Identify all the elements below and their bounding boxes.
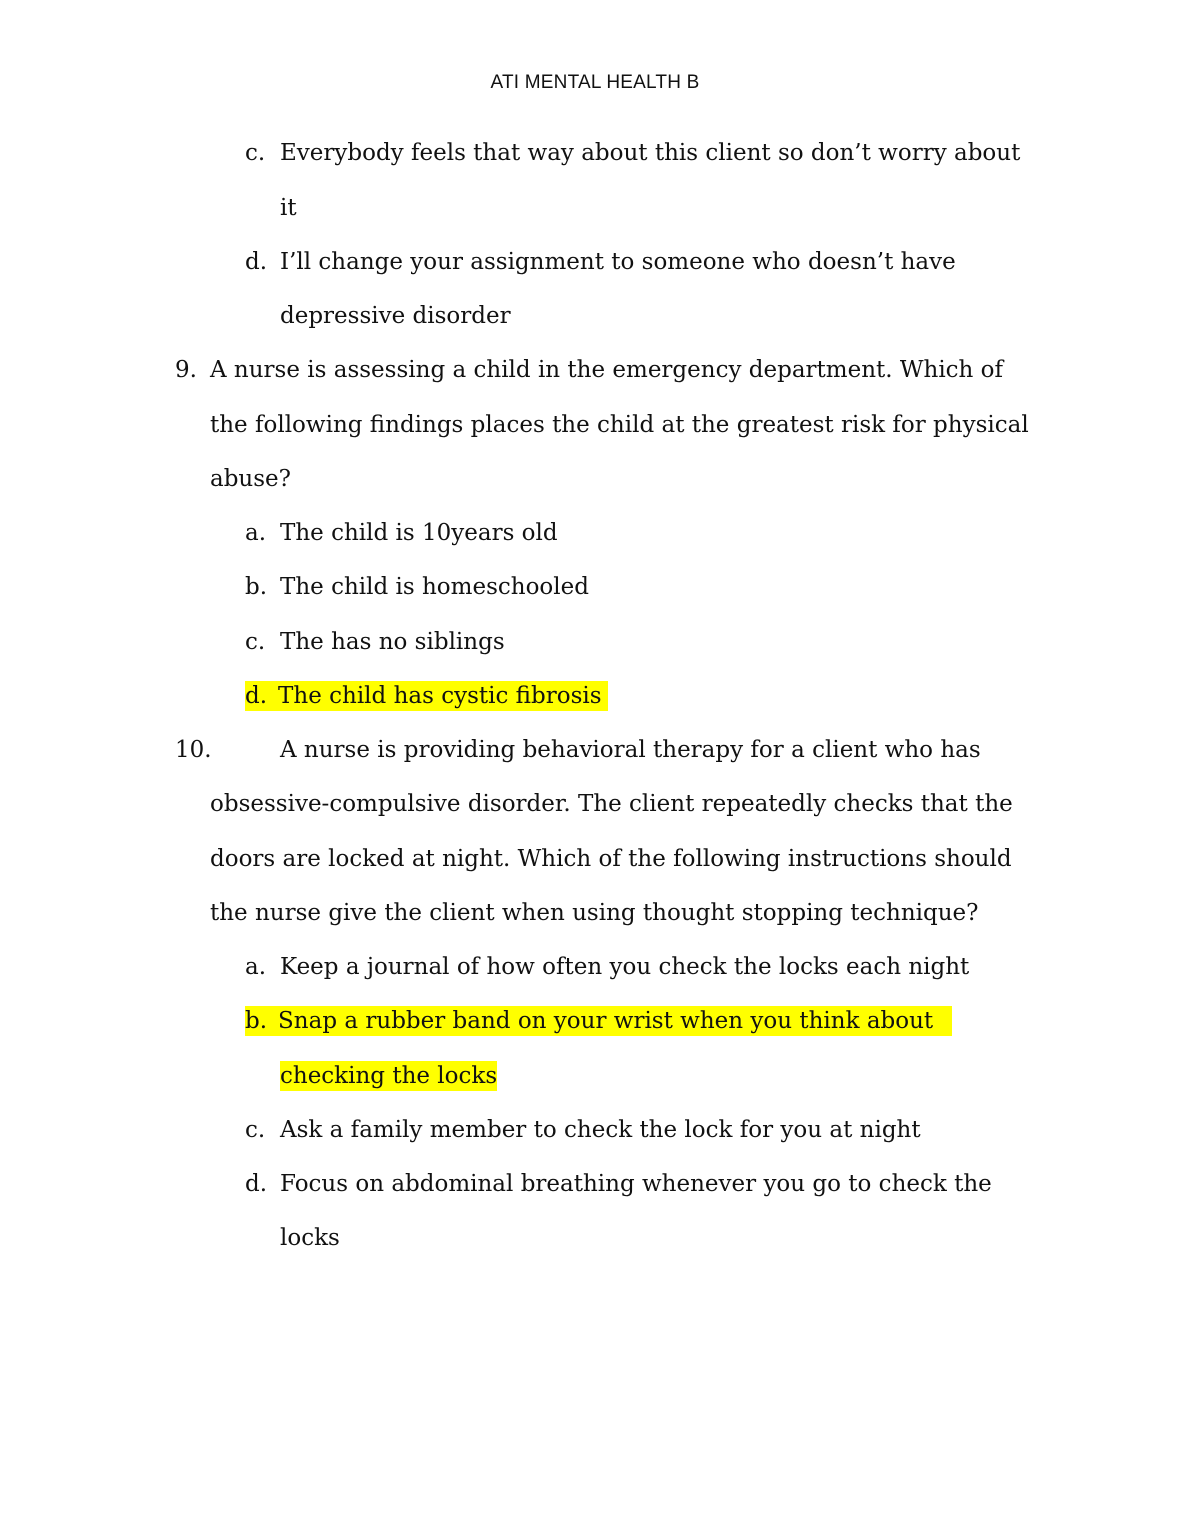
option-label: b. [245,1008,268,1034]
option-text: Focus on abdominal breathing whenever you go to check the [280,1171,992,1197]
question-stem: A nurse is providing behavioral therapy for a client who has [280,737,981,763]
answer-highlight [245,681,608,711]
option-text: I’ll change your assignment to someone who doesn’t have [280,249,956,275]
option-text: The child is homeschooled [280,574,589,600]
option-text: The has no siblings [280,629,505,655]
question-stem: A nurse is assessing a child in the emergency department. Which of [210,357,1004,383]
question-stem: the nurse give the client when using thought stopping technique? [210,900,979,926]
option-label: d. [245,1171,268,1197]
option-label: d. [245,249,268,275]
option-label: d. [245,683,268,709]
question-number: 10. [175,737,212,763]
option-label: b. [245,574,268,600]
answer-highlight [245,1006,952,1036]
option-label: a. [245,520,267,546]
option-label: c. [245,1117,266,1143]
question-stem: abuse? [210,466,291,492]
option-text: The child has cystic fibrosis [278,683,602,709]
option-label: c. [245,140,266,166]
option-text-continued: it [280,195,297,221]
option-text: Ask a family member to check the lock for you at night [280,1117,921,1143]
option-label: a. [245,954,267,980]
question-number: 9. [175,357,197,383]
option-label: c. [245,629,266,655]
question-stem: the following findings places the child at the greatest risk for physical [210,412,1029,438]
option-text-continued: depressive disorder [280,303,511,329]
question-stem: obsessive-compulsive disorder. The client repeatedly checks that the [210,791,1013,817]
page-header: ATI MENTAL HEALTH B [490,72,700,93]
option-text: Everybody feels that way about this client so don’t worry about [280,140,1021,166]
option-text-continued: locks [280,1225,340,1251]
option-text: Snap a rubber band on your wrist when you think about [278,1008,934,1034]
question-stem: doors are locked at night. Which of the following instructions should [210,846,1012,872]
option-text: The child is 10years old [280,520,558,546]
option-text-continued: checking the locks [280,1063,498,1089]
option-text: Keep a journal of how often you check the locks each night [280,954,970,980]
